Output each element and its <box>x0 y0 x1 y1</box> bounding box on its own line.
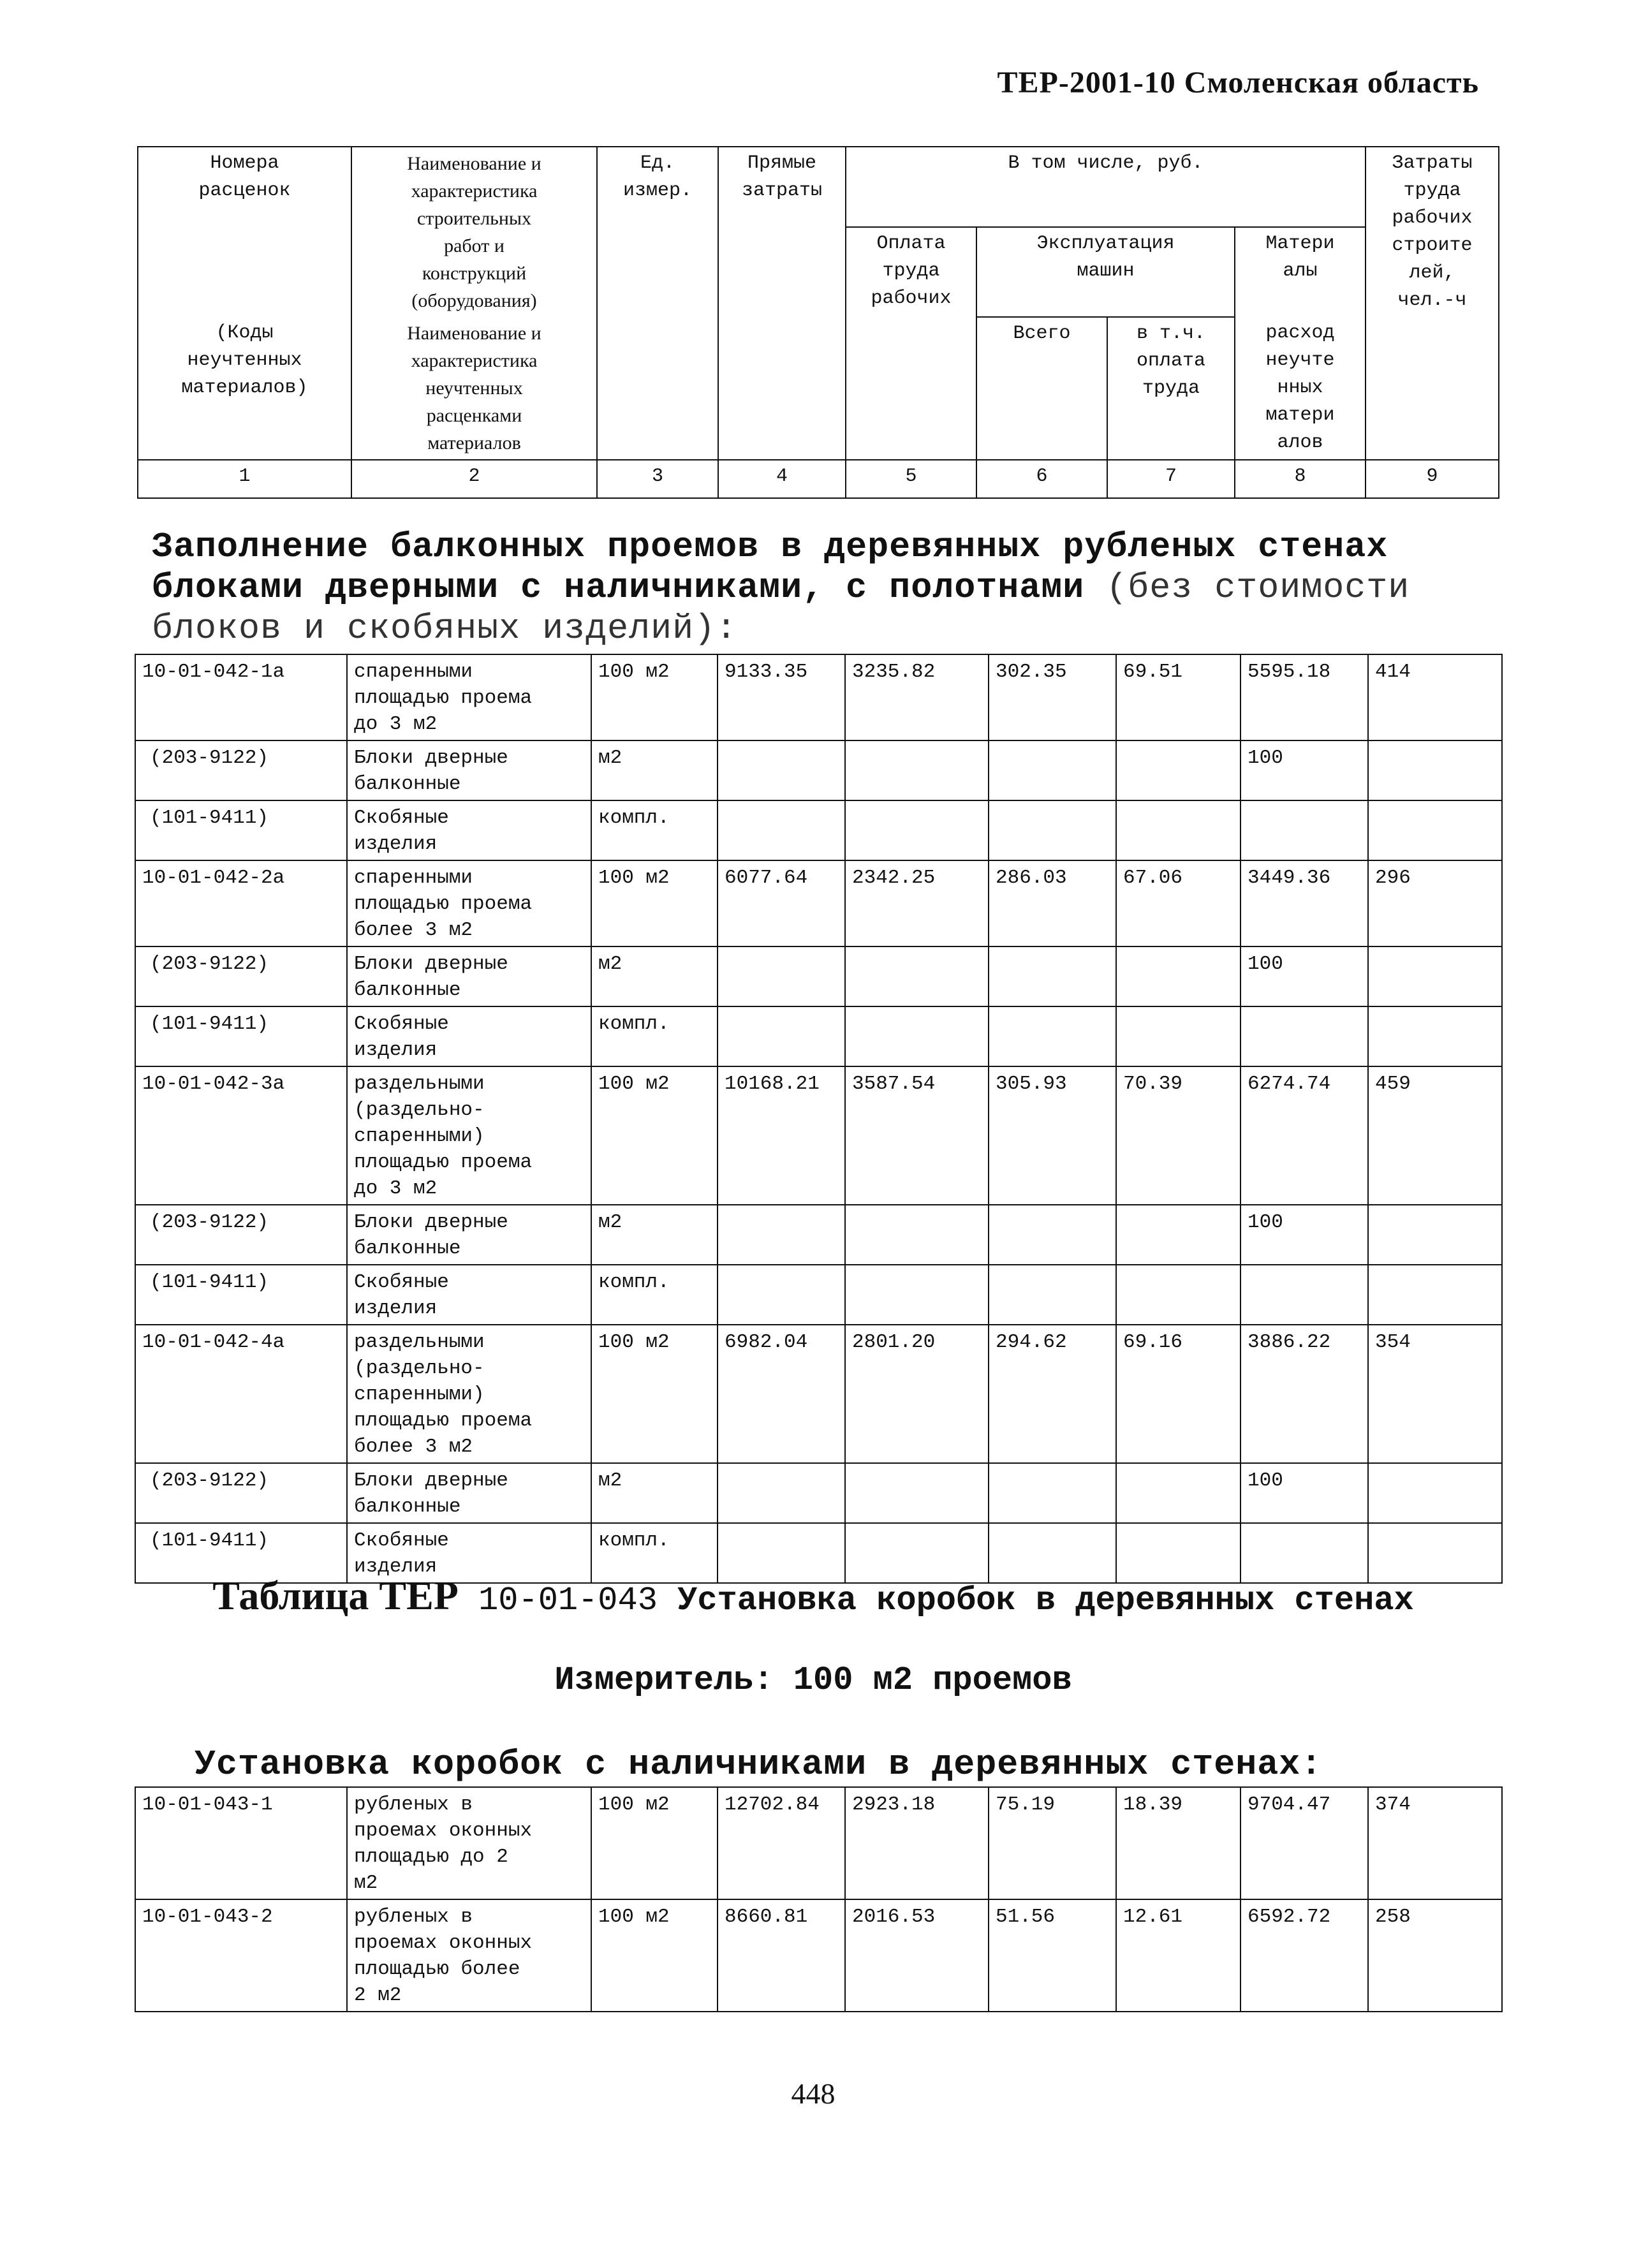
rate-code-cell: 10-01-042-3а <box>135 1066 347 1205</box>
materials-cell: 9704.47 <box>1240 1787 1368 1899</box>
work-name-cell: Скобяные изделия <box>347 1006 591 1066</box>
direct-costs-cell: 6077.64 <box>718 860 845 946</box>
section-title-note: (без стоимости блоков и скобяных изделий): <box>152 568 1410 649</box>
materials-cell <box>1240 1006 1368 1066</box>
direct-costs-cell <box>718 1463 845 1523</box>
unit-cell: 100 м2 <box>591 1899 718 2012</box>
direct-costs-cell <box>718 1205 845 1265</box>
machine-total-cell: 294.62 <box>989 1325 1116 1463</box>
machine-total-cell <box>989 1006 1116 1066</box>
table-row <box>135 1066 1502 1205</box>
materials-cell: 3449.36 <box>1240 860 1368 946</box>
direct-costs-cell <box>718 800 845 860</box>
table-title-name: Установка коробок в деревянных стенах <box>657 1582 1414 1619</box>
materials-cell <box>1240 1523 1368 1583</box>
labor-costs-cell: 354 <box>1368 1325 1502 1463</box>
header-labor-costs: Затраты труда рабочих строите лей, чел.-ч <box>1366 147 1499 460</box>
unit-cell: м2 <box>591 740 718 800</box>
header-direct-costs: Прямые затраты <box>718 147 846 460</box>
direct-costs-cell: 9133.35 <box>718 654 845 740</box>
materials-cell: 100 <box>1240 1463 1368 1523</box>
column-number: 5 <box>846 460 976 498</box>
machine-total-cell <box>989 1523 1116 1583</box>
machine-total-cell <box>989 740 1116 800</box>
unit-cell: 100 м2 <box>591 1066 718 1205</box>
work-name-cell: Скобяные изделия <box>347 1523 591 1583</box>
column-number: 7 <box>1107 460 1235 498</box>
machine-wage-cell <box>1116 1523 1240 1583</box>
table-row <box>135 1325 1502 1463</box>
unit-cell: м2 <box>591 1463 718 1523</box>
direct-costs-cell: 8660.81 <box>718 1899 845 2012</box>
column-number: 3 <box>597 460 718 498</box>
table-row <box>135 1265 1502 1325</box>
labor-costs-cell <box>1368 946 1502 1006</box>
labor-costs-cell <box>1368 1523 1502 1583</box>
machine-wage-cell <box>1116 1265 1240 1325</box>
section-title: Установка коробок с наличниками в деревянных стенах: <box>195 1744 1323 1785</box>
header-work-name: Наименование и характеристика строительных работ и конструкций (оборудования) <box>351 147 597 317</box>
machine-total-cell <box>989 1463 1116 1523</box>
table-row <box>135 1006 1502 1066</box>
machine-total-cell: 51.56 <box>989 1899 1116 2012</box>
column-number: 2 <box>351 460 597 498</box>
work-name-cell: Блоки дверные балконные <box>347 1463 591 1523</box>
unit-cell: компл. <box>591 1265 718 1325</box>
table-row <box>135 946 1502 1006</box>
header-machine-wage: в т.ч. оплата труда <box>1107 317 1235 460</box>
unit-cell: м2 <box>591 946 718 1006</box>
work-name-cell: Блоки дверные балконные <box>347 740 591 800</box>
worker-wage-cell: 3587.54 <box>845 1066 989 1205</box>
header-including: В том числе, руб. <box>846 147 1366 227</box>
table-row <box>135 1205 1502 1265</box>
column-header-table <box>137 146 1499 499</box>
rate-code-cell: 10-01-043-1 <box>135 1787 347 1899</box>
rate-code-cell: (203-9122) <box>135 1463 347 1523</box>
rate-code-cell: (203-9122) <box>135 740 347 800</box>
machine-total-cell: 302.35 <box>989 654 1116 740</box>
rate-code-cell: (101-9411) <box>135 1006 347 1066</box>
labor-costs-cell <box>1368 1205 1502 1265</box>
table-row <box>135 1899 1502 2012</box>
running-header: ТЕР-2001-10 Смоленская область <box>997 66 1479 99</box>
materials-cell <box>1240 800 1368 860</box>
machine-wage-cell: 69.51 <box>1116 654 1240 740</box>
machine-wage-cell <box>1116 800 1240 860</box>
direct-costs-cell <box>718 740 845 800</box>
machine-total-cell <box>989 1205 1116 1265</box>
materials-cell: 5595.18 <box>1240 654 1368 740</box>
table-row <box>135 740 1502 800</box>
machine-wage-cell <box>1116 1463 1240 1523</box>
rate-code-cell: 10-01-042-4а <box>135 1325 347 1463</box>
direct-costs-cell: 6982.04 <box>718 1325 845 1463</box>
machine-wage-cell: 69.16 <box>1116 1325 1240 1463</box>
machine-wage-cell <box>1116 1205 1240 1265</box>
table-title <box>191 1575 1435 1621</box>
work-name-cell: Блоки дверные балконные <box>347 1205 591 1265</box>
materials-cell: 6274.74 <box>1240 1066 1368 1205</box>
table-row <box>135 800 1502 860</box>
machine-total-cell <box>989 1265 1116 1325</box>
rate-code-cell: (203-9122) <box>135 946 347 1006</box>
worker-wage-cell <box>845 946 989 1006</box>
unit-cell: 100 м2 <box>591 1787 718 1899</box>
column-number: 4 <box>718 460 846 498</box>
labor-costs-cell: 296 <box>1368 860 1502 946</box>
rate-code-cell: 10-01-043-2 <box>135 1899 347 2012</box>
table-title-prefix: Таблица ТЕР <box>212 1573 459 1618</box>
machine-wage-cell: 70.39 <box>1116 1066 1240 1205</box>
materials-cell: 3886.22 <box>1240 1325 1368 1463</box>
section-title-bold: Заполнение балконных проемов в деревянных рубленых стенах блоками дверными с наличниками, с полотнами <box>152 527 1388 608</box>
labor-costs-cell <box>1368 740 1502 800</box>
direct-costs-cell: 12702.84 <box>718 1787 845 1899</box>
labor-costs-cell <box>1368 1463 1502 1523</box>
machine-wage-cell: 18.39 <box>1116 1787 1240 1899</box>
header-rate-numbers: Номера расценок <box>138 147 351 317</box>
section-title <box>152 527 1504 649</box>
materials-cell <box>1240 1265 1368 1325</box>
worker-wage-cell <box>845 1265 989 1325</box>
machine-total-cell: 286.03 <box>989 860 1116 946</box>
machine-wage-cell: 67.06 <box>1116 860 1240 946</box>
direct-costs-cell: 10168.21 <box>718 1066 845 1205</box>
worker-wage-cell <box>845 1523 989 1583</box>
work-name-cell: Скобяные изделия <box>347 800 591 860</box>
table-measure: Измеритель: 100 м2 проемов <box>554 1661 1072 1699</box>
machine-total-cell <box>989 946 1116 1006</box>
header-materials: Матери алы <box>1235 227 1366 317</box>
direct-costs-cell <box>718 1006 845 1066</box>
worker-wage-cell: 3235.82 <box>845 654 989 740</box>
worker-wage-cell <box>845 1205 989 1265</box>
unit-cell: компл. <box>591 800 718 860</box>
unit-cell: компл. <box>591 1006 718 1066</box>
direct-costs-cell <box>718 946 845 1006</box>
work-name-cell: Блоки дверные балконные <box>347 946 591 1006</box>
labor-costs-cell: 459 <box>1368 1066 1502 1205</box>
column-number: 9 <box>1366 460 1499 498</box>
direct-costs-cell <box>718 1265 845 1325</box>
rates-table <box>135 654 1503 1584</box>
header-material-name: Наименование и характеристика неучтенных расценками материалов <box>351 317 597 460</box>
labor-costs-cell <box>1368 1265 1502 1325</box>
table-row <box>135 1787 1502 1899</box>
page-number: 448 <box>791 2077 836 2110</box>
header-unaccounted-materials: расход неучте нных матери алов <box>1235 317 1366 460</box>
machine-wage-cell <box>1116 740 1240 800</box>
labor-costs-cell: 414 <box>1368 654 1502 740</box>
work-name-cell: раздельными (раздельно- спаренными) площадью проема до 3 м2 <box>347 1066 591 1205</box>
materials-cell: 100 <box>1240 946 1368 1006</box>
column-number: 8 <box>1235 460 1366 498</box>
header-unit: Ед. измер. <box>597 147 718 460</box>
unit-cell: 100 м2 <box>591 860 718 946</box>
machine-total-cell: 305.93 <box>989 1066 1116 1205</box>
work-name-cell: раздельными (раздельно- спаренными) площадью проема более 3 м2 <box>347 1325 591 1463</box>
work-name-cell: рубленых в проемах оконных площадью более 2 м2 <box>347 1899 591 2012</box>
column-number: 1 <box>138 460 351 498</box>
unit-cell: 100 м2 <box>591 1325 718 1463</box>
work-name-cell: рубленых в проемах оконных площадью до 2 м2 <box>347 1787 591 1899</box>
header-machine-operation: Эксплуатация машин <box>976 227 1235 317</box>
table-row <box>135 1463 1502 1523</box>
machine-wage-cell: 12.61 <box>1116 1899 1240 2012</box>
rate-code-cell: 10-01-042-2а <box>135 860 347 946</box>
labor-costs-cell <box>1368 1006 1502 1066</box>
rates-table <box>135 1786 1503 2012</box>
labor-costs-cell: 374 <box>1368 1787 1502 1899</box>
rate-code-cell: (203-9122) <box>135 1205 347 1265</box>
machine-wage-cell <box>1116 1006 1240 1066</box>
materials-cell: 100 <box>1240 740 1368 800</box>
table-row <box>135 860 1502 946</box>
worker-wage-cell: 2801.20 <box>845 1325 989 1463</box>
unit-cell: 100 м2 <box>591 654 718 740</box>
direct-costs-cell <box>718 1523 845 1583</box>
labor-costs-cell <box>1368 800 1502 860</box>
worker-wage-cell <box>845 740 989 800</box>
table-title-number: 10-01-043 <box>458 1582 658 1619</box>
labor-costs-cell: 258 <box>1368 1899 1502 2012</box>
unit-cell: м2 <box>591 1205 718 1265</box>
machine-total-cell <box>989 800 1116 860</box>
column-number: 6 <box>976 460 1107 498</box>
rate-code-cell: (101-9411) <box>135 1523 347 1583</box>
materials-cell: 6592.72 <box>1240 1899 1368 2012</box>
work-name-cell: спаренными площадью проема до 3 м2 <box>347 654 591 740</box>
work-name-cell: Скобяные изделия <box>347 1265 591 1325</box>
header-worker-wage: Оплата труда рабочих <box>846 227 976 460</box>
worker-wage-cell: 2016.53 <box>845 1899 989 2012</box>
unit-cell: компл. <box>591 1523 718 1583</box>
worker-wage-cell: 2923.18 <box>845 1787 989 1899</box>
materials-cell: 100 <box>1240 1205 1368 1265</box>
worker-wage-cell <box>845 1006 989 1066</box>
machine-total-cell: 75.19 <box>989 1787 1116 1899</box>
rate-code-cell: 10-01-042-1а <box>135 654 347 740</box>
header-material-codes: (Коды неучтенных материалов) <box>138 317 351 460</box>
rate-code-cell: (101-9411) <box>135 800 347 860</box>
table-row <box>135 654 1502 740</box>
rate-code-cell: (101-9411) <box>135 1265 347 1325</box>
worker-wage-cell <box>845 1463 989 1523</box>
work-name-cell: спаренными площадью проема более 3 м2 <box>347 860 591 946</box>
machine-wage-cell <box>1116 946 1240 1006</box>
worker-wage-cell: 2342.25 <box>845 860 989 946</box>
header-machine-total: Всего <box>976 317 1107 460</box>
worker-wage-cell <box>845 800 989 860</box>
